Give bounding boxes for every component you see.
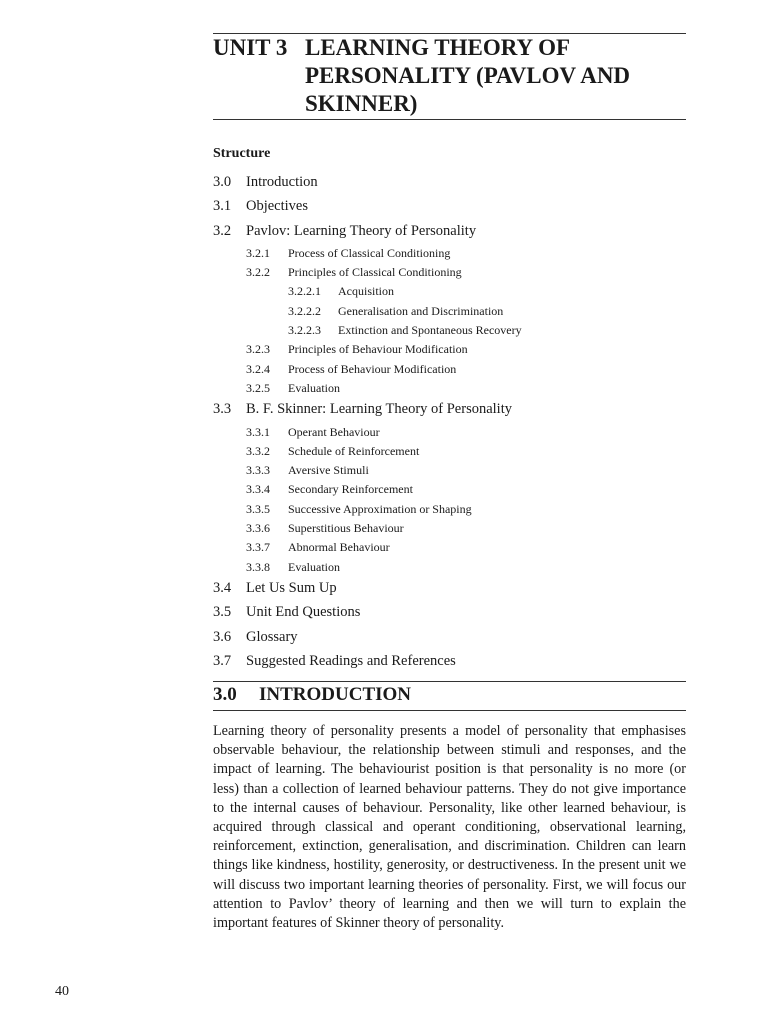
toc-item-label: Acquisition [338, 284, 394, 299]
toc-item [213, 627, 686, 651]
unit-number: UNIT 3 [213, 35, 288, 60]
toc-item-label: Objectives [246, 198, 309, 215]
toc-item-number: 3.5 [213, 604, 232, 621]
table-of-contents [213, 172, 686, 675]
structure-label: Structure [213, 146, 271, 161]
toc-item-number: 3.2.1 [246, 245, 270, 260]
toc-item [213, 578, 686, 602]
toc-item-number: 3.3.8 [246, 559, 270, 574]
toc-item [213, 380, 686, 399]
toc-item-label: Evaluation [288, 380, 340, 395]
toc-item-number: 3.2.3 [246, 342, 270, 357]
toc-item-number: 3.3.4 [246, 482, 270, 497]
toc-item-number: 3.0 [213, 174, 232, 190]
toc-item-number: 3.6 [213, 628, 232, 645]
toc-item-number: 3.3.6 [246, 521, 270, 536]
toc-item [213, 501, 686, 520]
toc-item-label: Principles of Behaviour Modification [288, 342, 468, 357]
toc-item-label: Aversive Stimuli [288, 463, 369, 478]
toc-item [213, 399, 686, 423]
toc-item-label: Pavlov: Learning Theory of Personality [246, 222, 477, 239]
toc-item [213, 424, 686, 443]
toc-item [213, 539, 686, 558]
toc-item-label: Unit End Questions [246, 604, 361, 621]
section-number: 3.0 [213, 684, 237, 705]
toc-item [213, 283, 686, 302]
toc-item-label: Abnormal Behaviour [288, 540, 390, 555]
section-title: INTRODUCTION [259, 684, 412, 705]
toc-item [213, 520, 686, 539]
toc-item [213, 443, 686, 462]
toc-item-number: 3.3.7 [246, 540, 270, 555]
toc-item-label: Introduction [246, 174, 318, 190]
toc-item [213, 559, 686, 578]
toc-item-label: Operant Behaviour [288, 424, 380, 439]
toc-item-number: 3.2.4 [246, 361, 270, 376]
toc-item-number: 3.4 [213, 579, 232, 596]
toc-item-label: Let Us Sum Up [246, 579, 337, 596]
toc-item-number: 3.2.2.2 [288, 303, 321, 318]
toc-item-number: 3.3.3 [246, 463, 270, 478]
toc-item [213, 341, 686, 360]
toc-item-label: Process of Behaviour Modification [288, 361, 457, 376]
toc-item [213, 651, 686, 675]
toc-item-label: Successive Approximation or Shaping [288, 501, 472, 516]
toc-item-label: Extinction and Spontaneous Recovery [338, 323, 522, 338]
toc-item [213, 602, 686, 626]
toc-item [213, 303, 686, 322]
toc-item-label: Process of Classical Conditioning [288, 245, 451, 260]
toc-item [213, 172, 686, 196]
page-number: 40 [55, 984, 69, 999]
toc-item-label: Secondary Reinforcement [288, 482, 413, 497]
toc-item-label: Glossary [246, 628, 298, 645]
toc-item-number: 3.1 [213, 198, 232, 215]
title-bottom-rule [213, 119, 686, 120]
toc-item [213, 245, 686, 264]
toc-item-number: 3.2.5 [246, 380, 270, 395]
toc-item [213, 221, 686, 245]
intro-paragraph: Learning theory of personality presents a model of personality that emphasises observable behaviour, the relationship between stimuli and responses, and the impact of learning. The behaviourist position is that personality is no more (or less) than a collection of learned behaviour patterns. They do not give importance to the internal causes of behaviour. Personality, like other learned behaviour, is acquired through classical and operant conditioning, observational learning, reinforcement, extinction, generalisation, and discrimination. Children can learn things like kindness, hostility, generosity, or destructiveness. In the present unit we will discuss two important learning theories of personality. First, we will focus our attention to Pavlov’ theory of learning and then we will turn to explain the important features of Skinner theory of personality. [213, 723, 686, 932]
toc-item-number: 3.3.2 [246, 443, 270, 458]
section-bottom-rule [213, 710, 686, 711]
toc-item-label: Evaluation [288, 559, 340, 574]
toc-item [213, 264, 686, 283]
toc-item-number: 3.3.5 [246, 501, 270, 516]
toc-item-label: Generalisation and Discrimination [338, 303, 504, 318]
toc-item-number: 3.2.2.3 [288, 323, 321, 338]
toc-item-number: 3.3.1 [246, 424, 270, 439]
toc-item [213, 322, 686, 341]
toc-item-label: Schedule of Reinforcement [288, 443, 420, 458]
section-top-rule [213, 681, 686, 682]
toc-item-label: Superstitious Behaviour [288, 521, 404, 536]
toc-item-number: 3.2.2.1 [288, 284, 321, 299]
unit-title: LEARNING THEORY OF PERSONALITY (PAVLOV AND SKINNER) [305, 35, 631, 116]
toc-item [213, 361, 686, 380]
toc-item [213, 462, 686, 481]
toc-item [213, 196, 686, 220]
toc-item-label: B. F. Skinner: Learning Theory of Personality [246, 401, 512, 418]
toc-item-number: 3.2 [213, 222, 232, 239]
toc-item-label: Suggested Readings and References [246, 652, 456, 669]
toc-item-number: 3.3 [213, 401, 232, 418]
toc-item [213, 481, 686, 500]
toc-item-number: 3.2.2 [246, 265, 270, 280]
toc-item-number: 3.7 [213, 652, 232, 669]
toc-item-label: Principles of Classical Conditioning [288, 265, 462, 280]
